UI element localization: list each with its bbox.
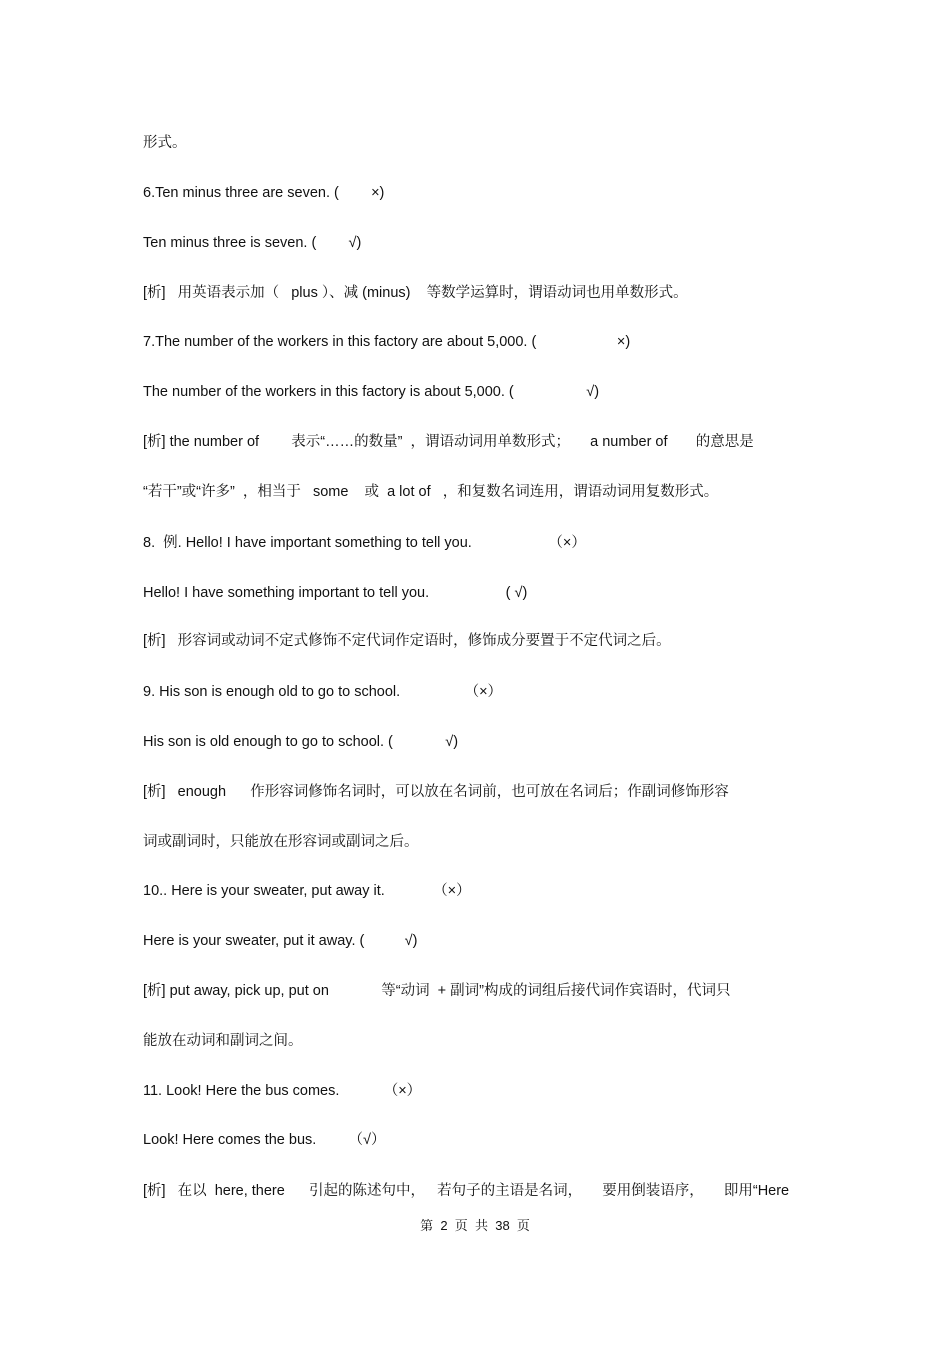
text-line: 9. His son is enough old to go to school. （×） bbox=[143, 684, 503, 700]
text-line: [析] 在以 here, there 引起的陈述句中， 若句子的主语是名词， 要用倒装语序， 即用“Here bbox=[143, 1183, 790, 1199]
text-line: 形式。 bbox=[143, 135, 187, 151]
text-line: 词或副词时，只能放在形容词或副词之后。 bbox=[143, 834, 419, 850]
text-line: Look! Here comes the bus. （√） bbox=[143, 1132, 386, 1148]
text-line: [析] the number of 表示“……的数量” ，谓语动词用单数形式； a number of 的意思是 bbox=[143, 434, 754, 450]
text-line: “若干”或“许多” ，相当于 some 或 a lot of ，和复数名词连用，谓语动词用复数形式。 bbox=[143, 484, 719, 500]
text-line: Hello! I have something important to tell you. ( √) bbox=[143, 585, 528, 601]
text-line: The number of the workers in this factory is about 5,000. ( √) bbox=[143, 384, 600, 400]
text-line: [析] put away, pick up, put on 等“动词 + 副词”构成的词组后接代词作宾语时，代词只 bbox=[143, 983, 731, 999]
text-line: Here is your sweater, put it away. ( √) bbox=[143, 933, 418, 949]
text-line: [析] 形容词或动词不定式修饰不定代词作定语时，修饰成分要置于不定代词之后。 bbox=[143, 633, 671, 649]
text-line: [析] 用英语表示加（ plus ）、减 (minus) 等数学运算时，谓语动词也用单数形式。 bbox=[143, 285, 688, 301]
text-line: 能放在动词和副词之间。 bbox=[143, 1033, 303, 1049]
text-line: Ten minus three is seven. ( √) bbox=[143, 235, 362, 251]
text-line: [析] enough 作形容词修饰名词时，可以放在名词前，也可放在名词后；作副词修饰形容 bbox=[143, 784, 729, 800]
text-line: 11. Look! Here the bus comes. （×） bbox=[143, 1083, 422, 1099]
text-line: 8. 例. Hello! I have important something to tell you. （×） bbox=[143, 535, 586, 551]
text-line: 6.Ten minus three are seven. ( ×) bbox=[143, 185, 385, 201]
text-line: 10.. Here is your sweater, put away it. （×） bbox=[143, 883, 471, 899]
text-line: His son is old enough to go to school. ( √) bbox=[143, 734, 459, 750]
text-line: 7.The number of the workers in this factory are about 5,000. ( ×) bbox=[143, 334, 631, 350]
page-number-footer: 第 2 页 共 38 页 bbox=[420, 1218, 530, 1233]
